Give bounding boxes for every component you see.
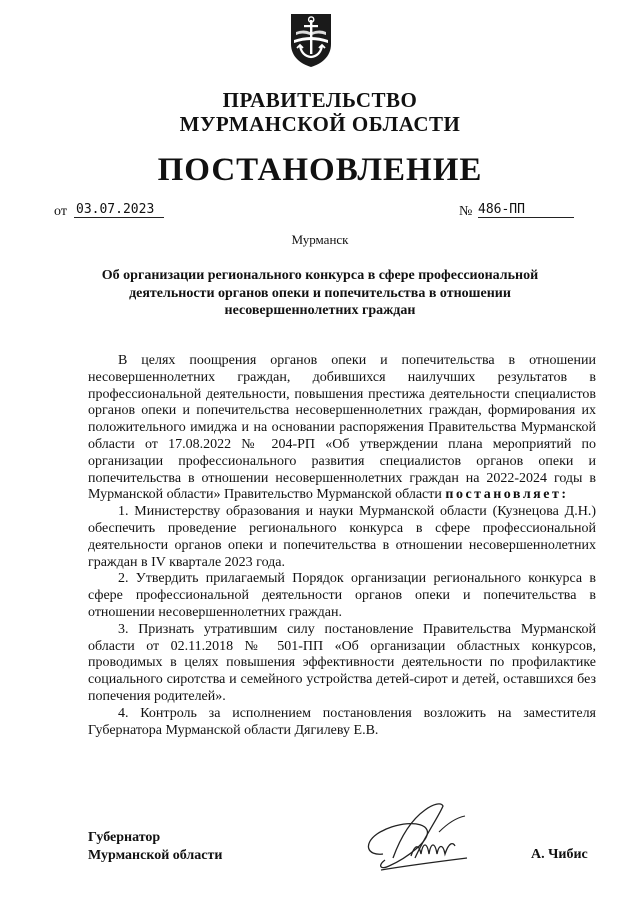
- organization-name-line1: ПРАВИТЕЛЬСТВО: [222, 88, 418, 112]
- signatory-name: А. Чибис: [531, 847, 588, 862]
- list-item: 1. Министерству образования и науки Мурманской области (Кузнецова Д.Н.) обеспечить проведение регионального конкурса в сфере профессиональной деятельности органов опеки и попечительства в отношении несовершеннолетних граждан в IV квартале 2023 года.: [88, 504, 596, 570]
- city-name: Мурманск: [291, 232, 349, 247]
- list-item: 3. Признать утратившим силу постановление Правительства Мурманской области от 02.11.2018 № 501-ПП «Об организации областных конкурсов, проводимых в целях повышения эффективности деятельности по профилактике социального сиротства и семейного устройства детей-сирот и детей, оставшихся без попечения родителей».: [88, 621, 596, 704]
- document-type: ПОСТАНОВЛЕНИЕ: [157, 152, 483, 188]
- organization-name-line2: МУРМАНСКОЙ ОБЛАСТИ: [179, 112, 461, 136]
- handwritten-signature: [355, 796, 475, 886]
- coat-of-arms-emblem: [288, 10, 334, 68]
- list-item: 2. Утвердить прилагаемый Порядок организации регионального конкурса в сфере профессиональной деятельности органов опеки и попечительства в отношении несовершеннолетних граждан.: [88, 571, 596, 620]
- document-date: 03.07.2023: [74, 202, 164, 218]
- preamble-paragraph: [88, 353, 596, 504]
- document-title: Об организации регионального конкурса в сфере профессиональной деятельности органов опеки и попечительства в отношении несовершеннолетних граждан: [101, 268, 539, 318]
- position-line2: Мурманской области: [88, 848, 223, 863]
- position-line1: Губернатор: [88, 830, 161, 845]
- preamble-text: В целях поощрения органов опеки и попечительства в отношении несовершеннолетних граждан, добившихся наилучших результатов в профессиональной деятельности, повышения престижа деятельности специалистов органов опеки и попечительства несовершеннолетних граждан, формирования их положительного имиджа и на основании распоряжения Правительства Мурманской области от 17.08.2022 № 204-РП «Об утверждении плана мероприятий по организации профессионального развития специалистов органов опеки и попечительства в отношении несовершеннолетних граждан на 2022-2024 годы в Мурманской области» Правительство Мурманской области: [88, 353, 596, 503]
- date-label: от: [54, 204, 67, 219]
- decree-word: постановляет:: [445, 487, 569, 503]
- document-number: 486-ПП: [478, 202, 574, 218]
- list-item: 4. Контроль за исполнением постановления возложить на заместителя Губернатора Мурманской области Дягилеву Е.В.: [88, 705, 596, 738]
- document-body: [88, 353, 596, 739]
- number-label: №: [459, 204, 473, 219]
- signatory-position: [88, 829, 222, 865]
